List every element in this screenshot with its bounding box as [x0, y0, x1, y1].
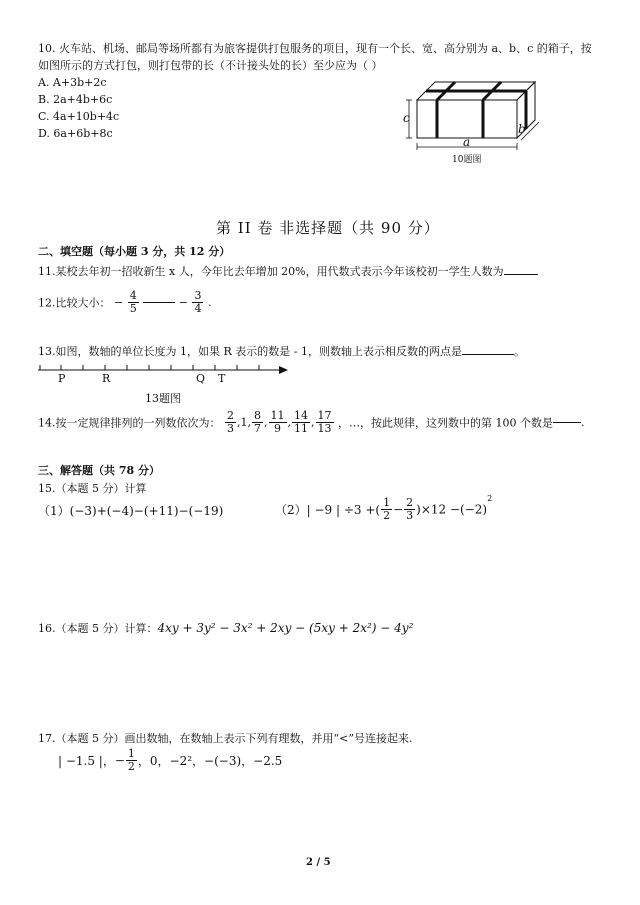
q14-num-3: 11 [270, 409, 285, 422]
q13-caption: 13题图 [145, 392, 181, 405]
q10-option-b: B. 2a+4b+6c [38, 93, 113, 106]
q13-label-q: Q [196, 372, 206, 385]
q10-option-c: C. 4a+10b+4c [38, 110, 120, 123]
q14-fraction-2 [252, 410, 263, 435]
q15-num-2: 2 [406, 496, 414, 509]
q15-part1: （1）(−3)+(−4)−(+11)−(−19) [38, 504, 224, 518]
q14-answer-blank[interactable] [553, 422, 581, 423]
q10-figure-caption: 10题图 [452, 155, 482, 165]
q16-expression: 4xy + 3y² − 3x² + 2xy − (5xy + 2x²) − 4y² [157, 621, 414, 635]
q14-num-2: 8 [254, 409, 261, 422]
q10-option-d: D. 6a+6b+8c [38, 127, 113, 140]
q15-heading: 15.（本题 5 分）计算 [38, 482, 147, 495]
q14-num-4: 14 [294, 409, 308, 422]
q10-figure-label-c: c [403, 111, 410, 125]
q12-line [38, 290, 211, 315]
q13-label-r: R [102, 372, 111, 385]
q15-part2-suffix: )×12 −(−2) [416, 502, 488, 517]
q17-value-1: | −1.5 |， [58, 754, 115, 768]
q15-fraction-2 [404, 497, 415, 522]
q12-num-2: 3 [194, 289, 202, 302]
q14-comma: , [264, 416, 268, 429]
q12-den-2: 4 [194, 302, 202, 315]
q14-comma: , [311, 416, 315, 429]
q15-fraction-1 [381, 497, 392, 522]
q14-one: ,1, [237, 416, 251, 429]
q12-den-1: 5 [129, 302, 137, 315]
q15-exponent: 2 [487, 494, 493, 503]
q17-minus: − [114, 753, 125, 768]
section3-heading: 三、解答题（共 78 分） [38, 464, 160, 477]
q12-minus-2: − [178, 296, 188, 309]
part2-title: 第 II 卷 非选择题（共 90 分） [216, 219, 440, 237]
q10-stem-line1: 10. 火车站、机场、邮局等场所都有为旅客提供打包服务的项目，现有一个长、宽、高分别为 a、b、c 的箱子，按 [38, 42, 592, 55]
q10-stem-line2: 如图所示的方式打包，则打包带的长（不计接头处的长）至少应为（ ） [38, 59, 383, 72]
q13-number-line [36, 362, 296, 382]
q13-label-p: P [58, 372, 66, 385]
q16-heading: 16.（本题 5 分）计算： [38, 622, 158, 635]
q14-end: . [581, 416, 585, 429]
q12-minus-1: − [114, 296, 124, 309]
section2-heading: 二、填空题（每小题 3 分，共 12 分） [38, 245, 231, 258]
q10-figure-label-b: b [518, 122, 526, 136]
q15-den-2: 3 [406, 509, 414, 522]
q15-part2 [275, 494, 492, 522]
q10-option-a: A. A+3b+2c [38, 76, 107, 89]
q14-num-1: 2 [227, 409, 234, 422]
q15-num-1: 1 [383, 496, 391, 509]
q17-num: 1 [127, 747, 135, 760]
q12-answer-blank[interactable] [143, 302, 175, 303]
q14-fraction-1 [225, 410, 236, 435]
q14-den-5: 13 [317, 422, 332, 435]
q14-den-1: 3 [227, 422, 234, 435]
q12-num-1: 4 [129, 289, 137, 302]
q13-label-t: T [218, 372, 226, 385]
q15-part2-prefix: （2）| −9 | ÷3 +( [275, 503, 381, 517]
q11-text [38, 263, 538, 279]
q17-values [58, 748, 282, 773]
q12-fraction-1 [128, 290, 139, 315]
q17-fraction [126, 748, 137, 773]
q13-stem: 13.如图，数轴的单位长度为 1，如果 R 表示的数是 - 1，则数轴上表示相反数的两点是 [38, 345, 462, 358]
q17-rest: ，0，−2²，−(−3)，−2.5 [137, 754, 283, 768]
q14-fraction-4 [292, 410, 310, 435]
q14-suffix: ，…，按此规律，这列数中的第 100 个数是 [338, 416, 553, 430]
q15-part2-minus: − [393, 502, 404, 517]
q16-line [38, 620, 413, 636]
q14-den-4: 11 [294, 422, 308, 435]
q13-end: 。 [513, 345, 525, 358]
q14-prefix: 14.按一定规律排列的一列数依次为： [38, 416, 221, 430]
q14-den-3: 9 [274, 422, 281, 435]
q17-heading: 17.（本题 5 分）画出数轴，在数轴上表示下列有理数，并用“<”号连接起来. [38, 732, 413, 745]
page-number: 2 / 5 [306, 857, 331, 868]
q13-text [38, 343, 525, 359]
q14-fraction-5 [316, 410, 334, 435]
q17-den: 2 [127, 760, 135, 773]
q12-suffix: . [207, 296, 212, 309]
q15-den-1: 2 [383, 509, 391, 522]
q11-answer-blank[interactable] [504, 274, 538, 275]
q12-fraction-2 [192, 290, 203, 315]
q14-line [38, 410, 585, 435]
q12-prefix: 12.比较大小： [38, 296, 111, 310]
q14-num-5: 17 [317, 409, 332, 422]
q11-stem: 11.某校去年初一招收新生 x 人，今年比去年增加 20%，用代数式表示今年该校初一学生人数为 [38, 265, 504, 278]
q14-den-2: 7 [254, 422, 261, 435]
q10-figure-label-a: a [463, 135, 471, 149]
q14-fraction-3 [269, 410, 287, 435]
q14-comma: , [287, 416, 291, 429]
q13-answer-blank[interactable] [462, 354, 514, 355]
